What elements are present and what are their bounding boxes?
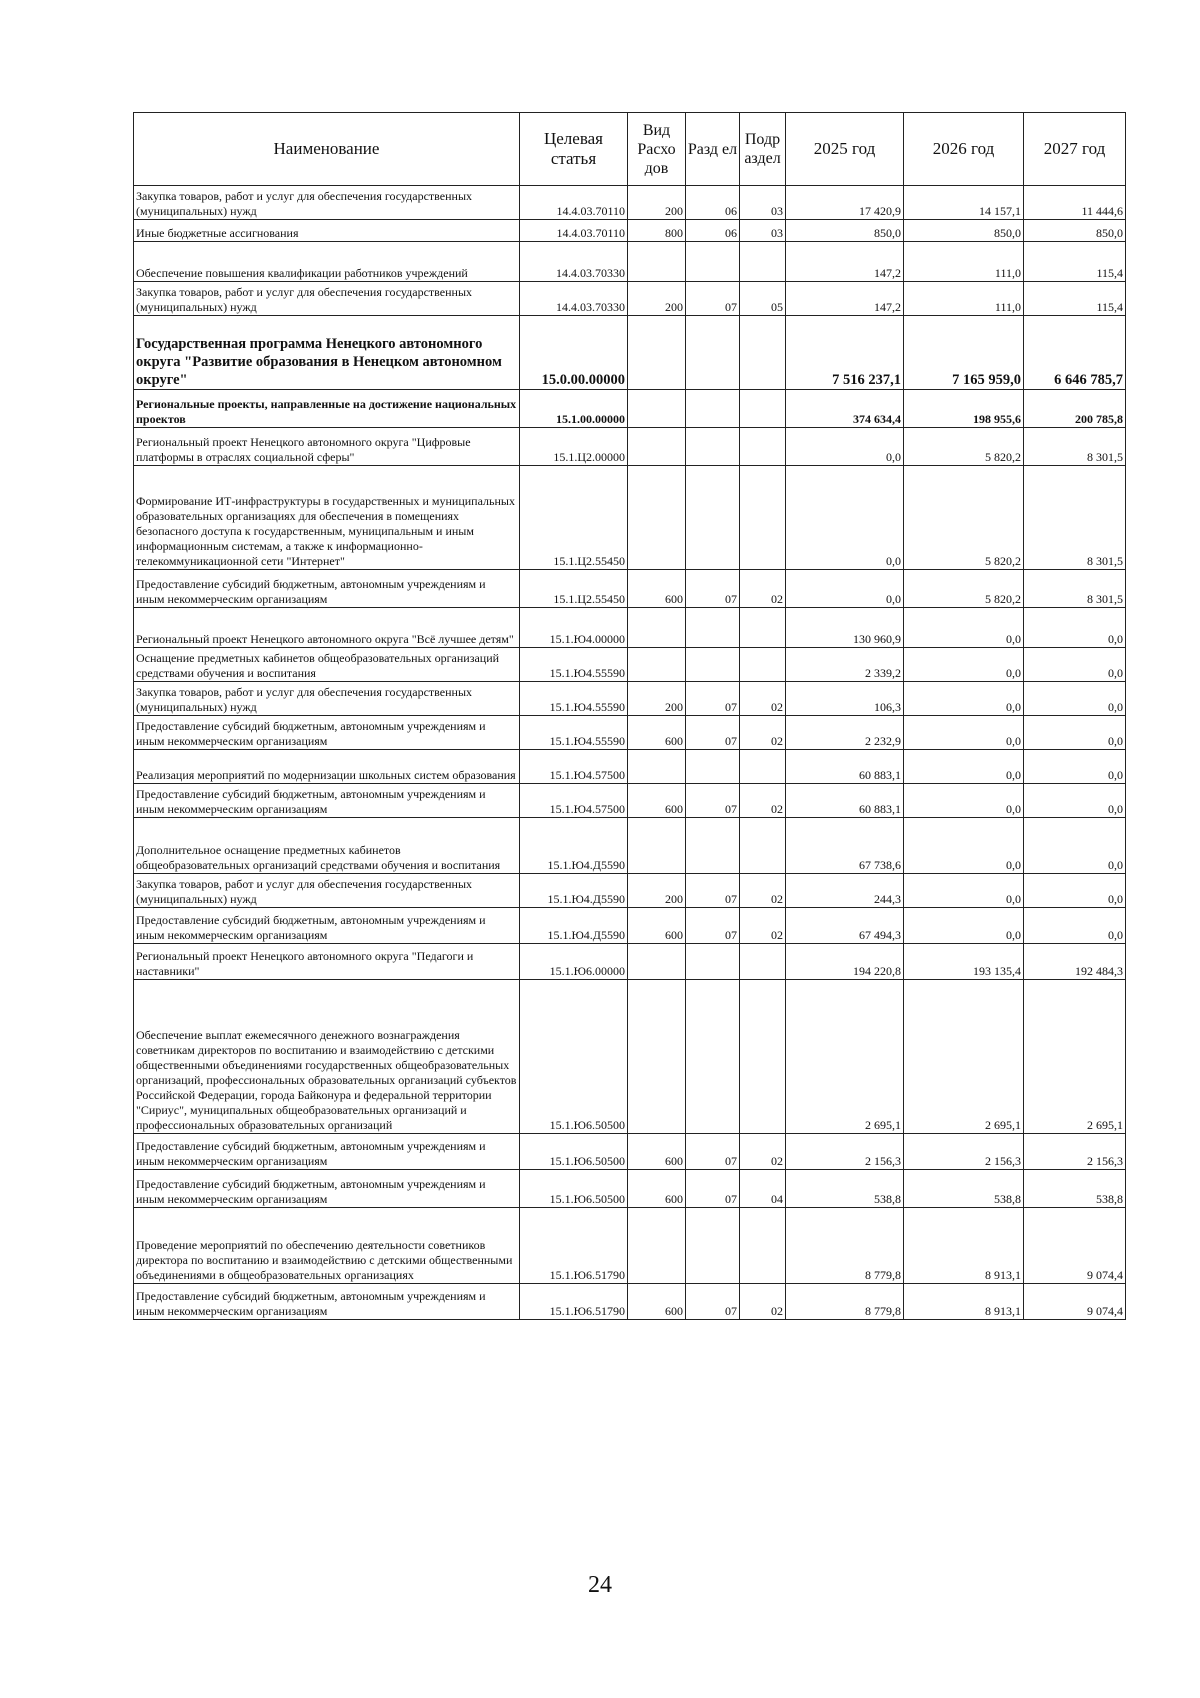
cell-name: Региональный проект Ненецкого автономного округа "Цифровые платформы в отраслях социальной сферы" [134,428,520,466]
table-row [134,750,1126,784]
cell-subsection: 02 [740,716,786,750]
table-row [134,220,1126,242]
table-row [134,1134,1126,1170]
cell-year-2026: 8 913,1 [904,1284,1024,1320]
cell-subsection [740,1208,786,1284]
cell-section [686,980,740,1134]
cell-year-2025: 0,0 [786,570,904,608]
table-row [134,570,1126,608]
cell-year-2025: 0,0 [786,428,904,466]
cell-subsection: 05 [740,282,786,316]
cell-year-2026: 0,0 [904,818,1024,874]
cell-year-2027: 115,4 [1024,242,1126,282]
cell-section: 06 [686,186,740,220]
cell-year-2026: 198 955,6 [904,390,1024,428]
cell-subsection [740,818,786,874]
cell-expense-kind [628,818,686,874]
cell-year-2025: 8 779,8 [786,1208,904,1284]
table-row [134,908,1126,944]
cell-year-2027: 0,0 [1024,682,1126,716]
cell-subsection: 02 [740,784,786,818]
cell-section: 06 [686,220,740,242]
cell-year-2025: 8 779,8 [786,1284,904,1320]
cell-name: Реализация мероприятий по модернизации школьных систем образования [134,750,520,784]
cell-name: Региональные проекты, направленные на достижение национальных проектов [134,390,520,428]
cell-section [686,242,740,282]
cell-year-2025: 67 738,6 [786,818,904,874]
cell-target-article: 15.1.Ю4.00000 [520,608,628,648]
cell-section [686,390,740,428]
cell-year-2026: 0,0 [904,874,1024,908]
budget-table [133,112,1126,1320]
cell-section [686,1208,740,1284]
cell-name: Предоставление субсидий бюджетным, автономным учреждениям и иным некоммерческим организациям [134,1170,520,1208]
cell-section [686,944,740,980]
cell-year-2025: 2 695,1 [786,980,904,1134]
header-section: Разд ел [686,113,740,186]
cell-subsection [740,428,786,466]
cell-name: Иные бюджетные ассигнования [134,220,520,242]
cell-target-article: 15.1.Ю4.57500 [520,784,628,818]
cell-expense-kind: 200 [628,186,686,220]
cell-year-2025: 130 960,9 [786,608,904,648]
cell-year-2025: 147,2 [786,282,904,316]
cell-year-2026: 0,0 [904,648,1024,682]
cell-target-article: 15.1.Ю4.Д5590 [520,874,628,908]
cell-expense-kind: 600 [628,1170,686,1208]
cell-year-2026: 0,0 [904,750,1024,784]
cell-year-2027: 9 074,4 [1024,1208,1126,1284]
cell-target-article: 15.1.Ю6.51790 [520,1208,628,1284]
cell-year-2027: 8 301,5 [1024,570,1126,608]
cell-section [686,608,740,648]
cell-target-article: 15.1.Ц2.00000 [520,428,628,466]
cell-subsection [740,242,786,282]
cell-year-2027: 850,0 [1024,220,1126,242]
cell-year-2027: 8 301,5 [1024,466,1126,570]
cell-year-2025: 244,3 [786,874,904,908]
cell-name: Формирование ИТ-инфраструктуры в государственных и муниципальных образовательных организациях для обеспечения в помещениях безопасного доступа к государственным, муниципальным и иным информационным системам, а также к информационно-телекоммуникационной сети "Интернет" [134,466,520,570]
cell-year-2027: 2 695,1 [1024,980,1126,1134]
cell-subsection: 03 [740,220,786,242]
cell-subsection [740,750,786,784]
header-target-article: Целевая статья [520,113,628,186]
cell-year-2026: 7 165 959,0 [904,316,1024,390]
cell-name: Закупка товаров, работ и услуг для обеспечения государственных (муниципальных) нужд [134,186,520,220]
table-row [134,316,1126,390]
cell-year-2026: 2 156,3 [904,1134,1024,1170]
cell-name: Закупка товаров, работ и услуг для обеспечения государственных (муниципальных) нужд [134,682,520,716]
cell-year-2026: 5 820,2 [904,466,1024,570]
cell-section [686,466,740,570]
cell-expense-kind: 600 [628,784,686,818]
cell-subsection: 02 [740,570,786,608]
page-number: 24 [588,1572,612,1598]
table-body [134,186,1126,1320]
cell-year-2025: 374 634,4 [786,390,904,428]
table-row [134,608,1126,648]
cell-name: Дополнительное оснащение предметных кабинетов общеобразовательных организаций средствами обучения и воспитания [134,818,520,874]
cell-expense-kind [628,428,686,466]
table-row [134,242,1126,282]
cell-section: 07 [686,1134,740,1170]
cell-year-2026: 193 135,4 [904,944,1024,980]
cell-expense-kind [628,648,686,682]
cell-year-2027: 0,0 [1024,648,1126,682]
cell-expense-kind [628,944,686,980]
cell-year-2027: 115,4 [1024,282,1126,316]
cell-expense-kind [628,1208,686,1284]
table-row [134,648,1126,682]
table-row [134,980,1126,1134]
cell-year-2026: 8 913,1 [904,1208,1024,1284]
cell-year-2025: 2 339,2 [786,648,904,682]
cell-section: 07 [686,784,740,818]
cell-year-2025: 106,3 [786,682,904,716]
cell-name: Обеспечение выплат ежемесячного денежного вознаграждения советникам директоров по воспитанию и взаимодействию с детскими общественными объединениями государственных общеобразовательных организаций, профессиональных образовательных организаций субъектов Российской Федерации, города Байконура и федеральной территории "Сириус", муниципальных общеобразовательных организаций и профессиональных образовательных организаций [134,980,520,1134]
header-name: Наименование [134,113,520,186]
table-row [134,390,1126,428]
cell-subsection [740,944,786,980]
cell-target-article: 15.1.Ю6.50500 [520,1134,628,1170]
cell-year-2027: 9 074,4 [1024,1284,1126,1320]
cell-year-2026: 5 820,2 [904,428,1024,466]
table-row [134,874,1126,908]
cell-year-2027: 538,8 [1024,1170,1126,1208]
cell-target-article: 15.1.Ю4.55590 [520,682,628,716]
cell-year-2026: 111,0 [904,282,1024,316]
cell-section: 07 [686,282,740,316]
table-row [134,1284,1126,1320]
cell-expense-kind: 600 [628,908,686,944]
cell-year-2027: 11 444,6 [1024,186,1126,220]
table-row [134,818,1126,874]
cell-subsection: 02 [740,908,786,944]
cell-year-2027: 0,0 [1024,784,1126,818]
cell-expense-kind [628,980,686,1134]
cell-target-article: 14.4.03.70330 [520,242,628,282]
cell-year-2027: 200 785,8 [1024,390,1126,428]
cell-expense-kind: 600 [628,570,686,608]
cell-subsection [740,648,786,682]
cell-target-article: 14.4.03.70330 [520,282,628,316]
cell-year-2027: 0,0 [1024,608,1126,648]
cell-year-2027: 6 646 785,7 [1024,316,1126,390]
cell-section: 07 [686,1284,740,1320]
cell-year-2025: 60 883,1 [786,750,904,784]
table-row [134,784,1126,818]
cell-year-2026: 2 695,1 [904,980,1024,1134]
cell-section: 07 [686,874,740,908]
table-row [134,944,1126,980]
cell-name: Закупка товаров, работ и услуг для обеспечения государственных (муниципальных) нужд [134,282,520,316]
cell-subsection [740,980,786,1134]
cell-year-2027: 0,0 [1024,716,1126,750]
cell-year-2027: 0,0 [1024,908,1126,944]
cell-subsection [740,608,786,648]
header-year-2027: 2027 год [1024,113,1126,186]
cell-year-2026: 0,0 [904,908,1024,944]
cell-expense-kind [628,242,686,282]
cell-target-article: 15.1.Ю4.55590 [520,648,628,682]
cell-subsection [740,316,786,390]
cell-year-2027: 0,0 [1024,750,1126,784]
cell-name: Государственная программа Ненецкого автономного округа "Развитие образования в Ненецком автономном округе" [134,316,520,390]
cell-expense-kind [628,466,686,570]
cell-expense-kind: 600 [628,1284,686,1320]
cell-target-article: 15.1.Ю4.55590 [520,716,628,750]
cell-year-2025: 2 232,9 [786,716,904,750]
cell-target-article: 15.0.00.00000 [520,316,628,390]
cell-year-2025: 67 494,3 [786,908,904,944]
cell-subsection [740,466,786,570]
cell-year-2025: 147,2 [786,242,904,282]
cell-subsection: 02 [740,682,786,716]
cell-name: Оснащение предметных кабинетов общеобразовательных организаций средствами обучения и воспитания [134,648,520,682]
cell-expense-kind [628,608,686,648]
cell-section [686,648,740,682]
cell-year-2026: 850,0 [904,220,1024,242]
cell-name: Предоставление субсидий бюджетным, автономным учреждениям и иным некоммерческим организациям [134,784,520,818]
cell-expense-kind: 200 [628,874,686,908]
cell-year-2027: 8 301,5 [1024,428,1126,466]
cell-section [686,428,740,466]
cell-section [686,316,740,390]
cell-section: 07 [686,908,740,944]
cell-target-article: 15.1.Ю4.Д5590 [520,908,628,944]
cell-name: Предоставление субсидий бюджетным, автономным учреждениям и иным некоммерческим организациям [134,570,520,608]
cell-target-article: 15.1.Ю6.50500 [520,980,628,1134]
cell-year-2026: 0,0 [904,784,1024,818]
header-subsection: Подр аздел [740,113,786,186]
cell-target-article: 15.1.00.00000 [520,390,628,428]
cell-section: 07 [686,682,740,716]
cell-name: Региональный проект Ненецкого автономного округа "Педагоги и наставники" [134,944,520,980]
cell-section: 07 [686,1170,740,1208]
table-row [134,186,1126,220]
cell-target-article: 15.1.Ц2.55450 [520,466,628,570]
table-header-row [134,113,1126,186]
cell-year-2027: 2 156,3 [1024,1134,1126,1170]
header-year-2025: 2025 год [786,113,904,186]
cell-name: Предоставление субсидий бюджетным, автономным учреждениям и иным некоммерческим организациям [134,1284,520,1320]
cell-subsection: 03 [740,186,786,220]
cell-target-article: 14.4.03.70110 [520,220,628,242]
table-row [134,428,1126,466]
cell-expense-kind: 200 [628,282,686,316]
table-row [134,1208,1126,1284]
cell-target-article: 15.1.Ц2.55450 [520,570,628,608]
cell-year-2025: 7 516 237,1 [786,316,904,390]
cell-target-article: 15.1.Ю6.00000 [520,944,628,980]
cell-year-2025: 60 883,1 [786,784,904,818]
cell-year-2026: 0,0 [904,682,1024,716]
table-row [134,282,1126,316]
table-row [134,682,1126,716]
cell-target-article: 15.1.Ю6.50500 [520,1170,628,1208]
cell-section: 07 [686,570,740,608]
cell-year-2026: 111,0 [904,242,1024,282]
cell-year-2026: 14 157,1 [904,186,1024,220]
table-row [134,1170,1126,1208]
cell-subsection: 02 [740,1284,786,1320]
cell-year-2027: 0,0 [1024,874,1126,908]
cell-year-2026: 0,0 [904,716,1024,750]
cell-year-2027: 0,0 [1024,818,1126,874]
cell-year-2025: 0,0 [786,466,904,570]
cell-target-article: 14.4.03.70110 [520,186,628,220]
cell-section [686,818,740,874]
cell-name: Региональный проект Ненецкого автономного округа "Всё лучшее детям" [134,608,520,648]
cell-expense-kind: 200 [628,682,686,716]
cell-section: 07 [686,716,740,750]
cell-section [686,750,740,784]
table-row [134,466,1126,570]
cell-name: Обеспечение повышения квалификации работников учреждений [134,242,520,282]
cell-year-2025: 538,8 [786,1170,904,1208]
cell-expense-kind: 600 [628,1134,686,1170]
header-expense-kind: Вид Расхо дов [628,113,686,186]
cell-name: Закупка товаров, работ и услуг для обеспечения государственных (муниципальных) нужд [134,874,520,908]
cell-target-article: 15.1.Ю4.57500 [520,750,628,784]
cell-year-2025: 17 420,9 [786,186,904,220]
cell-name: Предоставление субсидий бюджетным, автономным учреждениям и иным некоммерческим организациям [134,908,520,944]
cell-subsection [740,390,786,428]
cell-year-2027: 192 484,3 [1024,944,1126,980]
header-year-2026: 2026 год [904,113,1024,186]
cell-year-2026: 538,8 [904,1170,1024,1208]
cell-expense-kind [628,316,686,390]
cell-expense-kind: 600 [628,716,686,750]
cell-subsection: 02 [740,874,786,908]
cell-expense-kind: 800 [628,220,686,242]
cell-subsection: 04 [740,1170,786,1208]
cell-expense-kind [628,390,686,428]
cell-year-2026: 0,0 [904,608,1024,648]
cell-year-2026: 5 820,2 [904,570,1024,608]
cell-year-2025: 194 220,8 [786,944,904,980]
table-row [134,716,1126,750]
cell-subsection: 02 [740,1134,786,1170]
cell-year-2025: 2 156,3 [786,1134,904,1170]
cell-name: Предоставление субсидий бюджетным, автономным учреждениям и иным некоммерческим организациям [134,1134,520,1170]
cell-expense-kind [628,750,686,784]
cell-target-article: 15.1.Ю6.51790 [520,1284,628,1320]
cell-year-2025: 850,0 [786,220,904,242]
cell-name: Предоставление субсидий бюджетным, автономным учреждениям и иным некоммерческим организациям [134,716,520,750]
cell-target-article: 15.1.Ю4.Д5590 [520,818,628,874]
cell-name: Проведение мероприятий по обеспечению деятельности советников директора по воспитанию и взаимодействию с детскими общественными объединениями в общеобразовательных организациях [134,1208,520,1284]
